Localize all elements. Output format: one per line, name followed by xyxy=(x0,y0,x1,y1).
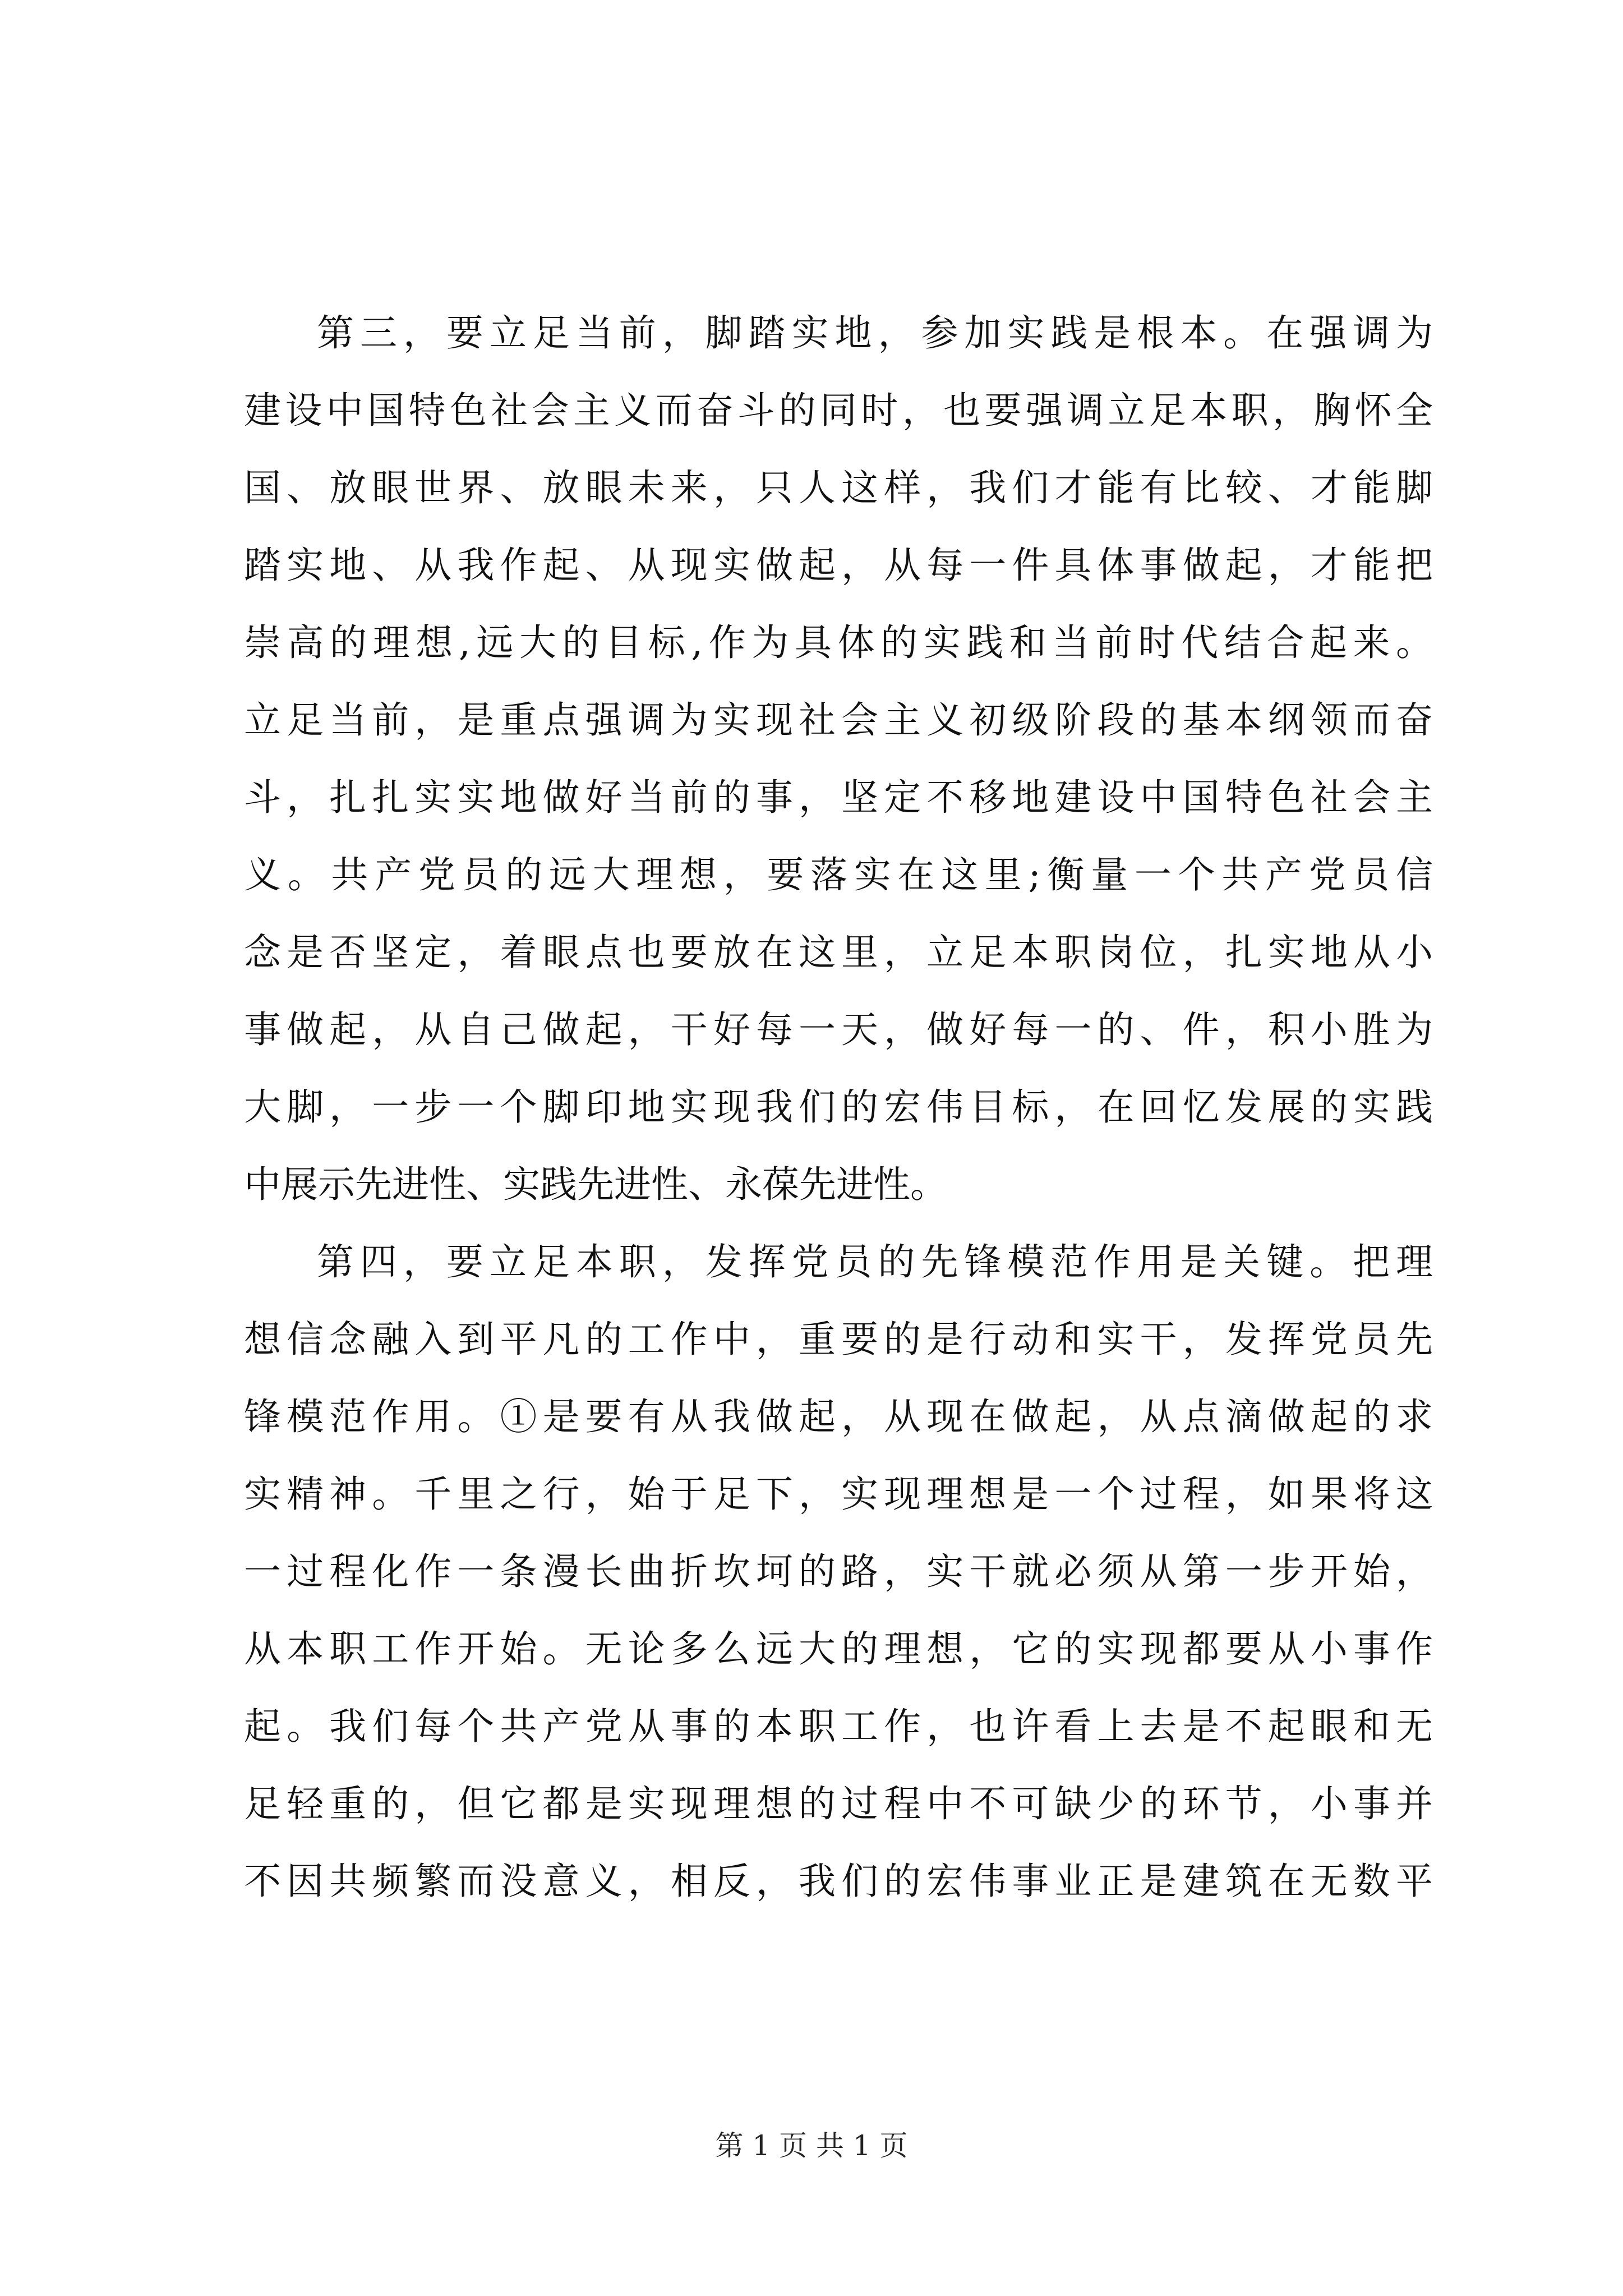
paragraph-line: 事做起，从自己做起，干好每一天，做好每一的、件，积小胜为 xyxy=(244,1008,1433,1051)
paragraph-line: 一过程化作一条漫长曲折坎坷的路，实干就必须从第一步开始， xyxy=(244,1550,1433,1593)
paragraph-line: 想信念融入到平凡的工作中，重要的是行动和实干，发挥党员先 xyxy=(244,1318,1433,1361)
paragraph-line: 念是否坚定，着眼点也要放在这里，立足本职岗位，扎实地从小 xyxy=(244,931,1433,974)
paragraph-line: 义。共产党员的远大理想，要落实在这里;衡量一个共产党员信 xyxy=(244,853,1433,896)
paragraph-line: 建设中国特色社会主义而奋斗的同时，也要强调立足本职，胸怀全 xyxy=(244,389,1433,432)
paragraph-line: 不因共频繁而没意义，相反，我们的宏伟事业正是建筑在无数平 xyxy=(244,1860,1433,1903)
paragraph-1 xyxy=(244,295,1433,1223)
document-body xyxy=(244,295,1433,1920)
paragraph-2 xyxy=(244,1223,1433,1920)
paragraph-line: 立足当前，是重点强调为实现社会主义初级阶段的基本纲领而奋 xyxy=(244,698,1433,742)
page-number-footer: 第 1 页 共 1 页 xyxy=(715,2129,908,2162)
paragraph-line: 实精神。千里之行，始于足下，实现理想是一个过程，如果将这 xyxy=(244,1473,1433,1516)
paragraph-line: 中展示先进性、实践先进性、永葆先进性。 xyxy=(244,1163,947,1206)
paragraph-line: 第四，要立足本职，发挥党员的先锋模范作用是关键。把理 xyxy=(317,1240,1433,1283)
paragraph-line: 大脚，一步一个脚印地实现我们的宏伟目标，在回忆发展的实践 xyxy=(244,1085,1433,1129)
paragraph-line: 斗，扎扎实实地做好当前的事，坚定不移地建设中国特色社会主 xyxy=(244,776,1433,819)
paragraph-line: 国、放眼世界、放眼未来，只人这样，我们才能有比较、才能脚 xyxy=(244,466,1433,509)
paragraph-line: 第三，要立足当前，脚踏实地，参加实践是根本。在强调为 xyxy=(317,311,1433,355)
paragraph-line: 崇高的理想,远大的目标,作为具体的实践和当前时代结合起来。 xyxy=(244,621,1433,664)
paragraph-line: 足轻重的，但它都是实现理想的过程中不可缺少的环节，小事并 xyxy=(244,1782,1433,1825)
paragraph-line: 从本职工作开始。无论多么远大的理想，它的实现都要从小事作 xyxy=(244,1627,1433,1671)
paragraph-line: 起。我们每个共产党从事的本职工作，也许看上去是不起眼和无 xyxy=(244,1705,1433,1748)
paragraph-line: 踏实地、从我作起、从现实做起，从每一件具体事做起，才能把 xyxy=(244,544,1433,587)
paragraph-line: 锋模范作用。①是要有从我做起，从现在做起，从点滴做起的求 xyxy=(244,1395,1433,1438)
